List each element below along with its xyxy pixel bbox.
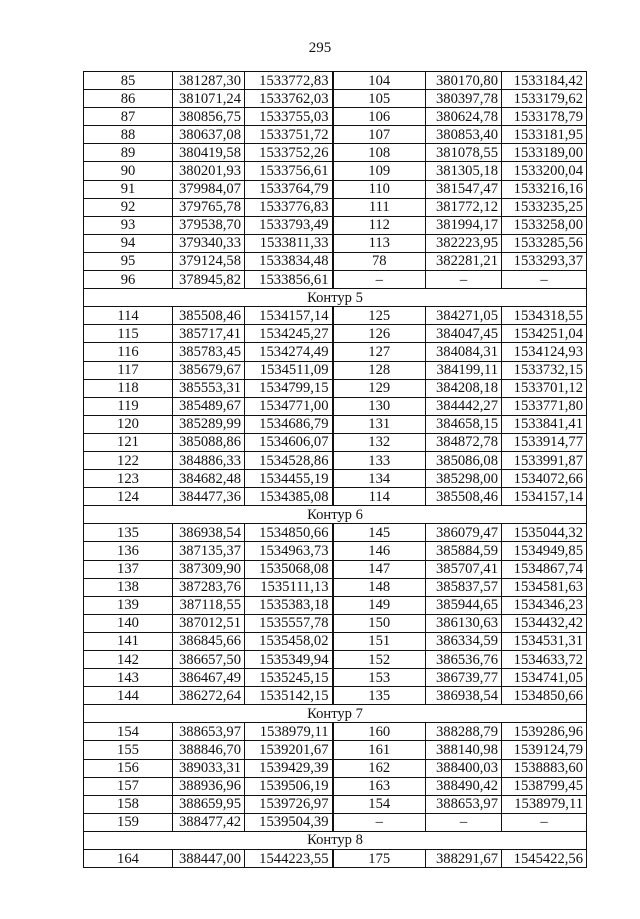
point-number: 121 xyxy=(84,433,173,451)
coord-x: 380637,08 xyxy=(173,126,245,144)
coord-x: 384682,48 xyxy=(173,470,245,488)
coord-x: 387135,37 xyxy=(173,542,245,560)
coord-x: 388653,97 xyxy=(426,795,502,813)
coord-y: 1533776,83 xyxy=(245,198,333,216)
table-row xyxy=(84,524,587,542)
point-number: 160 xyxy=(333,723,426,741)
coord-x: 388291,67 xyxy=(426,850,502,868)
coord-x: 388140,98 xyxy=(426,741,502,759)
point-number: 109 xyxy=(333,162,426,180)
coord-y: 1533293,37 xyxy=(502,252,587,270)
coord-y: 1534124,93 xyxy=(502,343,587,361)
coord-y: 1534432,42 xyxy=(502,614,587,632)
coord-x: 387283,76 xyxy=(173,578,245,596)
table-row xyxy=(84,723,587,741)
point-number: 140 xyxy=(84,614,173,632)
contour-header: Контур 8 xyxy=(84,831,587,849)
point-number: 110 xyxy=(333,180,426,198)
coord-x: 384477,36 xyxy=(173,488,245,506)
table-row xyxy=(84,415,587,433)
table-row xyxy=(84,795,587,813)
coord-x: 379538,70 xyxy=(173,216,245,234)
contour-header: Контур 6 xyxy=(84,506,587,524)
table-row xyxy=(84,361,587,379)
coord-x: 380853,40 xyxy=(426,126,502,144)
coord-y: 1533752,26 xyxy=(245,144,333,162)
point-number: 141 xyxy=(84,632,173,650)
table-row xyxy=(84,578,587,596)
coord-y: 1535142,15 xyxy=(245,687,333,705)
coord-y: 1533189,00 xyxy=(502,144,587,162)
coord-x: 385508,46 xyxy=(173,307,245,325)
point-number: 86 xyxy=(84,90,173,108)
point-number: 143 xyxy=(84,669,173,687)
table-row xyxy=(84,108,587,126)
table-row xyxy=(84,379,587,397)
coord-x: 387309,90 xyxy=(173,560,245,578)
table-row xyxy=(84,470,587,488)
point-number: 147 xyxy=(333,560,426,578)
point-number: 90 xyxy=(84,162,173,180)
point-number: 130 xyxy=(333,397,426,415)
coord-y: 1533184,42 xyxy=(502,72,587,90)
coord-y: 1533216,16 xyxy=(502,180,587,198)
coord-y: 1533756,61 xyxy=(245,162,333,180)
point-number: 135 xyxy=(333,687,426,705)
coord-x: 386938,54 xyxy=(426,687,502,705)
coord-y: 1534251,04 xyxy=(502,325,587,343)
coord-y: 1533200,04 xyxy=(502,162,587,180)
contour-header-row xyxy=(84,831,587,849)
coord-x: 380397,78 xyxy=(426,90,502,108)
point-number: 122 xyxy=(84,451,173,469)
table-row xyxy=(84,180,587,198)
table-row xyxy=(84,162,587,180)
coord-y: 1535557,78 xyxy=(245,614,333,632)
coord-y: 1539726,97 xyxy=(245,795,333,813)
coord-y: 1535245,15 xyxy=(245,669,333,687)
point-number: 104 xyxy=(333,72,426,90)
point-number: 93 xyxy=(84,216,173,234)
point-number: 153 xyxy=(333,669,426,687)
coord-x: 378945,82 xyxy=(173,271,245,289)
coord-y: 1534318,55 xyxy=(502,307,587,325)
contour-header-row xyxy=(84,289,587,307)
coord-y: 1533732,15 xyxy=(502,361,587,379)
coord-y: 1534949,85 xyxy=(502,542,587,560)
coord-x: 388653,97 xyxy=(173,723,245,741)
coord-x: 386130,63 xyxy=(426,614,502,632)
table-row xyxy=(84,759,587,777)
coord-x: 384442,27 xyxy=(426,397,502,415)
coord-x: – xyxy=(426,813,502,831)
point-number: 119 xyxy=(84,397,173,415)
point-number: 112 xyxy=(333,216,426,234)
coord-x: 388490,42 xyxy=(426,777,502,795)
table-row xyxy=(84,488,587,506)
coord-y: 1534581,63 xyxy=(502,578,587,596)
table-row xyxy=(84,741,587,759)
point-number: 132 xyxy=(333,433,426,451)
table-row xyxy=(84,433,587,451)
point-number: 134 xyxy=(333,470,426,488)
coord-y: 1538979,11 xyxy=(502,795,587,813)
coord-x: – xyxy=(426,271,502,289)
coord-y: 1535458,02 xyxy=(245,632,333,650)
point-number: 120 xyxy=(84,415,173,433)
coord-x: 386079,47 xyxy=(426,524,502,542)
coord-x: 386657,50 xyxy=(173,651,245,669)
coord-y: 1533178,79 xyxy=(502,108,587,126)
point-number: 175 xyxy=(333,850,426,868)
point-number: 85 xyxy=(84,72,173,90)
point-number: 95 xyxy=(84,252,173,270)
coord-x: 379124,58 xyxy=(173,252,245,270)
point-number: 96 xyxy=(84,271,173,289)
coord-x: 382281,21 xyxy=(426,252,502,270)
contour-header-row xyxy=(84,506,587,524)
coord-y: 1534686,79 xyxy=(245,415,333,433)
point-number: 129 xyxy=(333,379,426,397)
coord-y: 1535044,32 xyxy=(502,524,587,542)
coord-y: 1534072,66 xyxy=(502,470,587,488)
coord-y: 1534633,72 xyxy=(502,651,587,669)
point-number: 123 xyxy=(84,470,173,488)
table-row xyxy=(84,325,587,343)
coord-y: 1533285,56 xyxy=(502,234,587,252)
coord-x: 384199,11 xyxy=(426,361,502,379)
point-number: 142 xyxy=(84,651,173,669)
coord-y: 1533856,61 xyxy=(245,271,333,289)
coord-x: 385298,00 xyxy=(426,470,502,488)
point-number: 133 xyxy=(333,451,426,469)
table-row xyxy=(84,777,587,795)
coord-y: 1535349,94 xyxy=(245,651,333,669)
table-row xyxy=(84,252,587,270)
coord-x: 385944,65 xyxy=(426,596,502,614)
coord-y: 1535068,08 xyxy=(245,560,333,578)
coord-y: 1534385,08 xyxy=(245,488,333,506)
coord-y: 1533793,49 xyxy=(245,216,333,234)
point-number: 78 xyxy=(333,252,426,270)
point-number: 155 xyxy=(84,741,173,759)
coord-x: 384886,33 xyxy=(173,451,245,469)
coord-x: 388659,95 xyxy=(173,795,245,813)
coord-y: 1533772,83 xyxy=(245,72,333,90)
coord-y: 1534511,09 xyxy=(245,361,333,379)
point-number: 144 xyxy=(84,687,173,705)
coord-x: 384208,18 xyxy=(426,379,502,397)
coord-x: 384271,05 xyxy=(426,307,502,325)
coord-y: 1534963,73 xyxy=(245,542,333,560)
coord-y: 1533991,87 xyxy=(502,451,587,469)
coord-x: 380856,75 xyxy=(173,108,245,126)
coord-x: 387012,51 xyxy=(173,614,245,632)
coord-x: 385289,99 xyxy=(173,415,245,433)
coord-x: 386334,59 xyxy=(426,632,502,650)
point-number: 154 xyxy=(84,723,173,741)
coord-y: 1534455,19 xyxy=(245,470,333,488)
point-number: 108 xyxy=(333,144,426,162)
point-number: 114 xyxy=(333,488,426,506)
coord-x: 385837,57 xyxy=(426,578,502,596)
coord-x: 381994,17 xyxy=(426,216,502,234)
table-row xyxy=(84,307,587,325)
point-number: 150 xyxy=(333,614,426,632)
coord-y: 1533751,72 xyxy=(245,126,333,144)
table-row xyxy=(84,542,587,560)
coord-y: 1539286,96 xyxy=(502,723,587,741)
table-row xyxy=(84,596,587,614)
point-number: 151 xyxy=(333,632,426,650)
coord-x: 386467,49 xyxy=(173,669,245,687)
coord-y: – xyxy=(502,271,587,289)
coord-x: 379765,78 xyxy=(173,198,245,216)
point-number: 154 xyxy=(333,795,426,813)
coord-x: 389033,31 xyxy=(173,759,245,777)
table-row xyxy=(84,271,587,289)
table-row xyxy=(84,560,587,578)
table-row xyxy=(84,850,587,868)
coord-y: – xyxy=(502,813,587,831)
coord-y: 1533914,77 xyxy=(502,433,587,451)
point-number: 162 xyxy=(333,759,426,777)
point-number: 156 xyxy=(84,759,173,777)
table-row xyxy=(84,451,587,469)
point-number: 125 xyxy=(333,307,426,325)
point-number: 164 xyxy=(84,850,173,868)
coord-x: 388447,00 xyxy=(173,850,245,868)
point-number: 161 xyxy=(333,741,426,759)
coord-x: 380624,78 xyxy=(426,108,502,126)
coord-x: 386272,64 xyxy=(173,687,245,705)
coord-y: 1539429,39 xyxy=(245,759,333,777)
coord-x: 386536,76 xyxy=(426,651,502,669)
coord-x: 386938,54 xyxy=(173,524,245,542)
point-number: 117 xyxy=(84,361,173,379)
point-number: 158 xyxy=(84,795,173,813)
coord-x: 385884,59 xyxy=(426,542,502,560)
coord-x: 385707,41 xyxy=(426,560,502,578)
point-number: 92 xyxy=(84,198,173,216)
coord-y: 1545422,56 xyxy=(502,850,587,868)
coord-y: 1539124,79 xyxy=(502,741,587,759)
coord-y: 1533179,62 xyxy=(502,90,587,108)
point-number: 124 xyxy=(84,488,173,506)
coord-x: 388288,79 xyxy=(426,723,502,741)
coord-y: 1533764,79 xyxy=(245,180,333,198)
table-row xyxy=(84,144,587,162)
coord-x: 385679,67 xyxy=(173,361,245,379)
point-number: 127 xyxy=(333,343,426,361)
point-number: – xyxy=(333,813,426,831)
coord-y: 1534157,14 xyxy=(502,488,587,506)
coord-x: 384658,15 xyxy=(426,415,502,433)
coord-y: 1533701,12 xyxy=(502,379,587,397)
point-number: 157 xyxy=(84,777,173,795)
coord-x: 384084,31 xyxy=(426,343,502,361)
point-number: 163 xyxy=(333,777,426,795)
table-row xyxy=(84,813,587,831)
coord-x: 384872,78 xyxy=(426,433,502,451)
table-row xyxy=(84,687,587,705)
coord-x: 385553,31 xyxy=(173,379,245,397)
point-number: 88 xyxy=(84,126,173,144)
table-row xyxy=(84,651,587,669)
coord-y: 1533235,25 xyxy=(502,198,587,216)
point-number: 116 xyxy=(84,343,173,361)
contour-header: Контур 5 xyxy=(84,289,587,307)
coord-y: 1533841,41 xyxy=(502,415,587,433)
coord-y: 1534157,14 xyxy=(245,307,333,325)
coord-y: 1534799,15 xyxy=(245,379,333,397)
coord-x: 381772,12 xyxy=(426,198,502,216)
coord-x: 381547,47 xyxy=(426,180,502,198)
point-number: 113 xyxy=(333,234,426,252)
coord-y: 1539504,39 xyxy=(245,813,333,831)
coord-y: 1533258,00 xyxy=(502,216,587,234)
table-row xyxy=(84,72,587,90)
point-number: 128 xyxy=(333,361,426,379)
point-number: 146 xyxy=(333,542,426,560)
coord-x: 380170,80 xyxy=(426,72,502,90)
point-number: 126 xyxy=(333,325,426,343)
point-number: 148 xyxy=(333,578,426,596)
coord-x: 385086,08 xyxy=(426,451,502,469)
coord-x: 385088,86 xyxy=(173,433,245,451)
coord-x: 385783,45 xyxy=(173,343,245,361)
coord-y: 1534771,00 xyxy=(245,397,333,415)
table-row xyxy=(84,632,587,650)
coord-x: 381078,55 xyxy=(426,144,502,162)
coord-y: 1534850,66 xyxy=(502,687,587,705)
coord-y: 1535111,13 xyxy=(245,578,333,596)
coord-y: 1533762,03 xyxy=(245,90,333,108)
coord-x: 381071,24 xyxy=(173,90,245,108)
coord-y: 1538883,60 xyxy=(502,759,587,777)
point-number: 137 xyxy=(84,560,173,578)
coord-x: 386845,66 xyxy=(173,632,245,650)
coord-y: 1534867,74 xyxy=(502,560,587,578)
point-number: 139 xyxy=(84,596,173,614)
coord-x: 387118,55 xyxy=(173,596,245,614)
point-number: 118 xyxy=(84,379,173,397)
coordinates-table xyxy=(83,71,587,868)
coord-y: 1533771,80 xyxy=(502,397,587,415)
coord-y: 1534850,66 xyxy=(245,524,333,542)
point-number: 152 xyxy=(333,651,426,669)
coord-x: 381305,18 xyxy=(426,162,502,180)
coord-y: 1533755,03 xyxy=(245,108,333,126)
contour-header: Контур 7 xyxy=(84,705,587,723)
table-row xyxy=(84,126,587,144)
coord-x: 382223,95 xyxy=(426,234,502,252)
table-row xyxy=(84,343,587,361)
point-number: 131 xyxy=(333,415,426,433)
point-number: 87 xyxy=(84,108,173,126)
coord-y: 1533181,95 xyxy=(502,126,587,144)
page-number: 295 xyxy=(308,40,332,56)
coord-y: 1535383,18 xyxy=(245,596,333,614)
coord-y: 1538799,45 xyxy=(502,777,587,795)
point-number: 114 xyxy=(84,307,173,325)
table-row xyxy=(84,216,587,234)
point-number: 91 xyxy=(84,180,173,198)
coord-y: 1544223,55 xyxy=(245,850,333,868)
table-row xyxy=(84,614,587,632)
coord-y: 1539201,67 xyxy=(245,741,333,759)
table-row xyxy=(84,234,587,252)
coord-x: 385717,41 xyxy=(173,325,245,343)
table-row xyxy=(84,669,587,687)
coord-x: 380419,58 xyxy=(173,144,245,162)
point-number: 136 xyxy=(84,542,173,560)
coord-x: 388477,42 xyxy=(173,813,245,831)
coord-x: 379340,33 xyxy=(173,234,245,252)
coord-y: 1533834,48 xyxy=(245,252,333,270)
coord-y: 1534741,05 xyxy=(502,669,587,687)
coord-y: 1539506,19 xyxy=(245,777,333,795)
coord-y: 1534245,27 xyxy=(245,325,333,343)
coord-x: 386739,77 xyxy=(426,669,502,687)
coord-y: 1538979,11 xyxy=(245,723,333,741)
table-row xyxy=(84,198,587,216)
coord-x: 388936,96 xyxy=(173,777,245,795)
coord-x: 388400,03 xyxy=(426,759,502,777)
table-row xyxy=(84,90,587,108)
point-number: 149 xyxy=(333,596,426,614)
point-number: 89 xyxy=(84,144,173,162)
coord-y: 1534606,07 xyxy=(245,433,333,451)
coord-y: 1534531,31 xyxy=(502,632,587,650)
coord-x: 388846,70 xyxy=(173,741,245,759)
point-number: 105 xyxy=(333,90,426,108)
contour-header-row xyxy=(84,705,587,723)
point-number: 107 xyxy=(333,126,426,144)
point-number: 111 xyxy=(333,198,426,216)
coord-y: 1533811,33 xyxy=(245,234,333,252)
coord-x: 380201,93 xyxy=(173,162,245,180)
coord-x: 381287,30 xyxy=(173,72,245,90)
table-row xyxy=(84,397,587,415)
point-number: 94 xyxy=(84,234,173,252)
point-number: – xyxy=(333,271,426,289)
point-number: 135 xyxy=(84,524,173,542)
point-number: 115 xyxy=(84,325,173,343)
coord-y: 1534346,23 xyxy=(502,596,587,614)
coord-x: 385508,46 xyxy=(426,488,502,506)
coord-x: 384047,45 xyxy=(426,325,502,343)
coord-y: 1534274,49 xyxy=(245,343,333,361)
point-number: 159 xyxy=(84,813,173,831)
point-number: 106 xyxy=(333,108,426,126)
point-number: 145 xyxy=(333,524,426,542)
coord-x: 385489,67 xyxy=(173,397,245,415)
coord-x: 379984,07 xyxy=(173,180,245,198)
coord-y: 1534528,86 xyxy=(245,451,333,469)
point-number: 138 xyxy=(84,578,173,596)
